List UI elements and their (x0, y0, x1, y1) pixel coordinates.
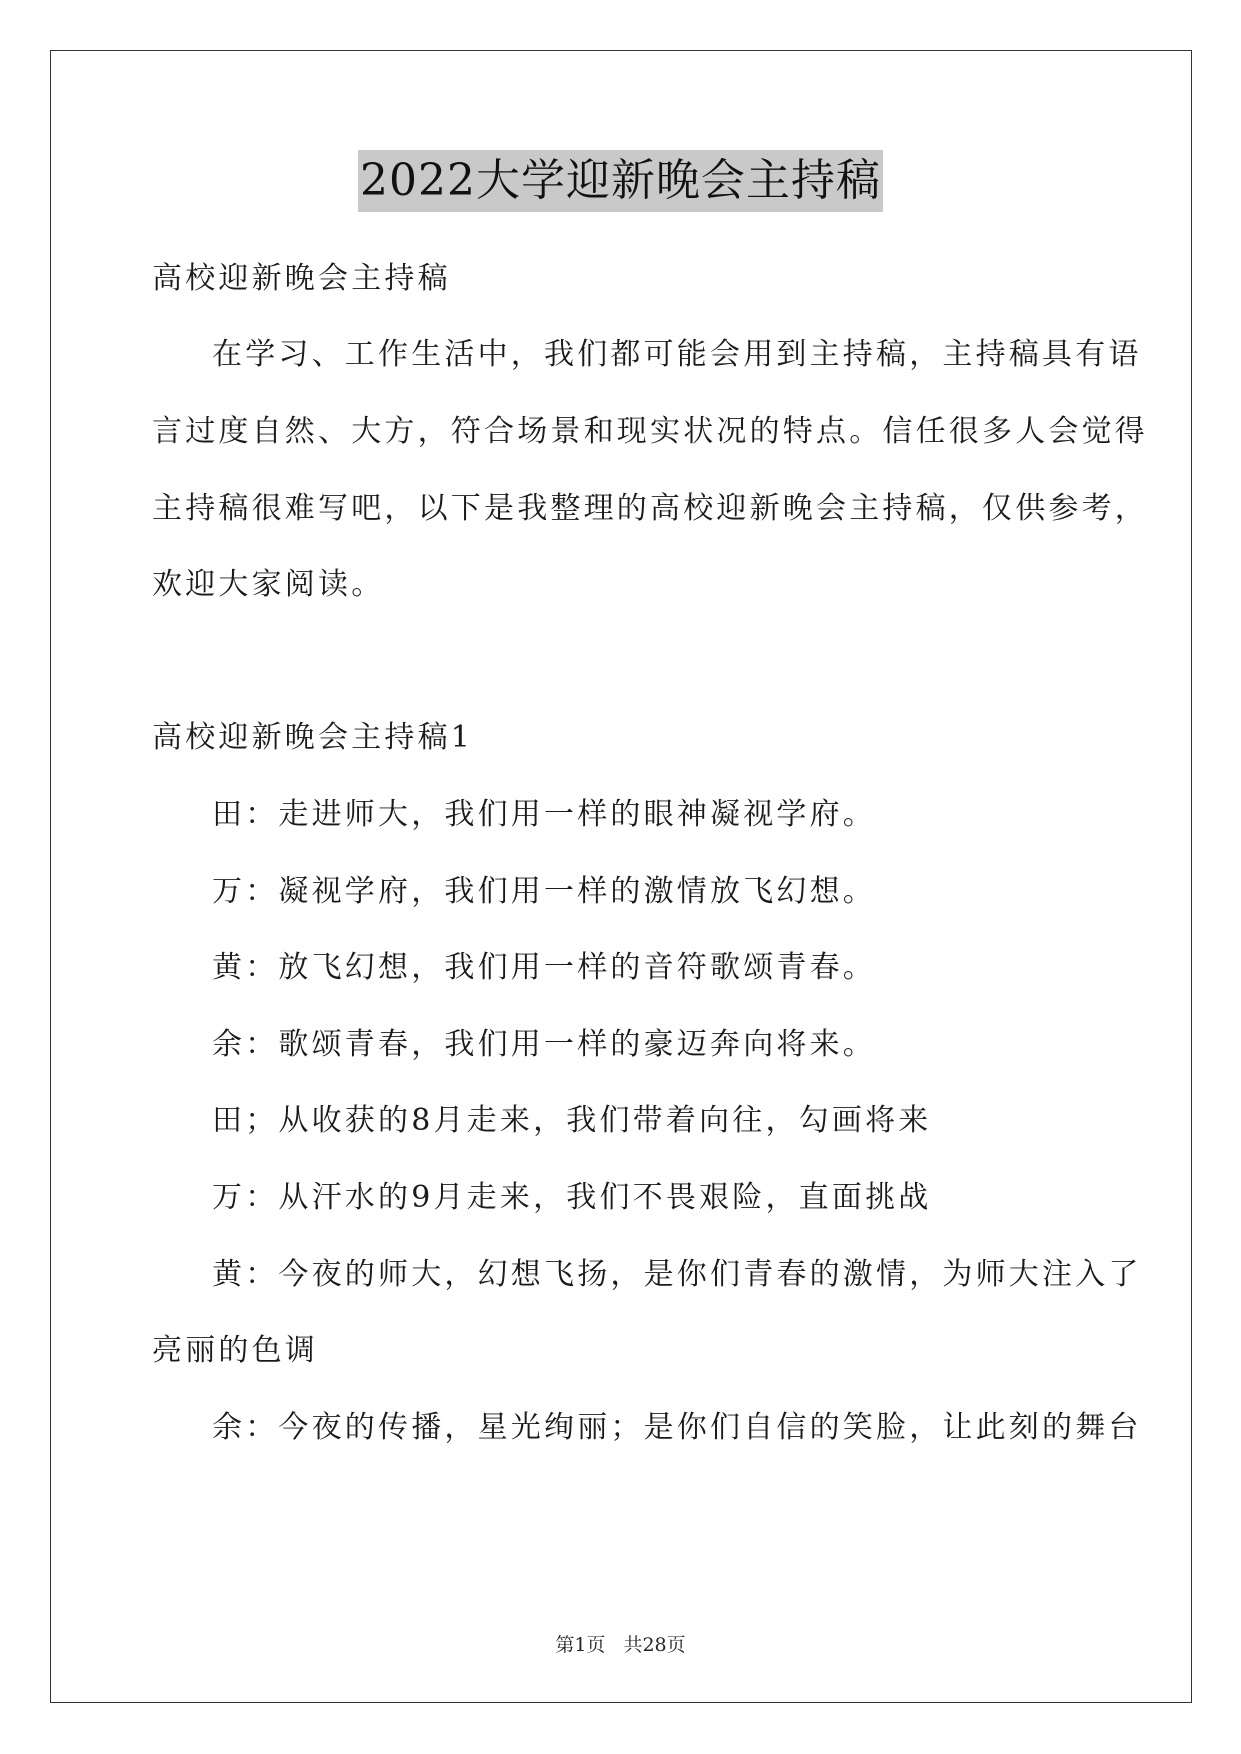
dialogue-line: 余：歌颂青春，我们用一样的豪迈奔向将来。 (212, 1027, 876, 1062)
section-heading: 高校迎新晚会主持稿1 (152, 720, 474, 755)
dialogue-line: 田：走进师大，我们用一样的眼神凝视学府。 (212, 797, 876, 832)
dialogue-line: 万：从汗水的9月走来，我们不畏艰险，直面挑战 (212, 1180, 932, 1215)
paragraph-line: 言过度自然、大方，符合场景和现实状况的特点。信任很多人会觉得 (152, 414, 1148, 449)
dialogue-line: 万：凝视学府，我们用一样的激情放飞幻想。 (212, 874, 876, 909)
dialogue-line: 余：今夜的传播，星光绚丽；是你们自信的笑脸，让此刻的舞台 (212, 1410, 1142, 1445)
dialogue-line: 亮丽的色调 (152, 1333, 318, 1368)
document-title: 2022大学迎新晚会主持稿 (358, 150, 883, 212)
dialogue-line: 黄：今夜的师大，幻想飞扬，是你们青春的激情，为师大注入了 (212, 1257, 1142, 1292)
paragraph-line: 在学习、工作生活中，我们都可能会用到主持稿，主持稿具有语 (212, 337, 1142, 372)
paragraph-line: 欢迎大家阅读。 (152, 567, 385, 602)
dialogue-line: 黄：放飞幻想，我们用一样的音符歌颂青春。 (212, 950, 876, 985)
page-number: 第1页 (555, 1634, 606, 1656)
section-heading: 高校迎新晚会主持稿 (152, 261, 451, 296)
paragraph-line: 主持稿很难写吧，以下是我整理的高校迎新晚会主持稿，仅供参考， (152, 491, 1148, 526)
title-container (0, 150, 1241, 212)
page-total: 共28页 (623, 1634, 686, 1656)
page-footer (0, 1633, 1241, 1657)
dialogue-line: 田；从收获的8月走来，我们带着向往，勾画将来 (212, 1103, 932, 1138)
